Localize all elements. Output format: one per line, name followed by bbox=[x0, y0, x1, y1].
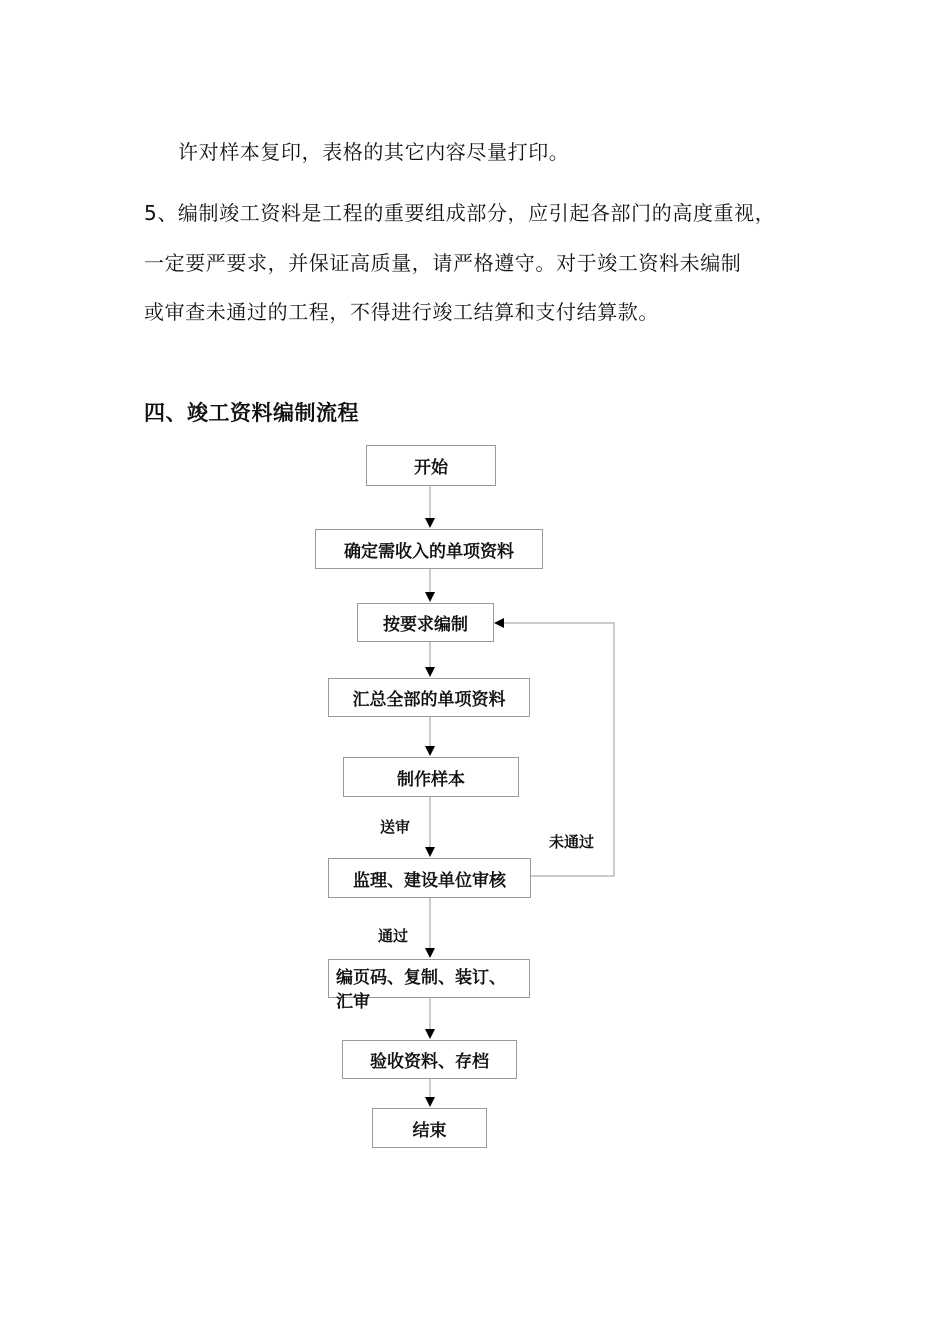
flow-step-make-sample-label: 制作样本 bbox=[397, 769, 465, 790]
flow-step-archive-label: 验收资料、存档 bbox=[370, 1052, 489, 1072]
flow-step-determine-items bbox=[315, 529, 543, 569]
flow-step-start-label: 开始 bbox=[414, 458, 448, 478]
flow-step-compile-label: 按要求编制 bbox=[383, 615, 468, 635]
flow-step-start bbox=[366, 445, 496, 486]
flow-step-collect-items-label: 汇总全部的单项资料 bbox=[352, 690, 506, 710]
label-submit-review: 送审 bbox=[380, 818, 411, 836]
flow-step-review bbox=[328, 858, 531, 898]
paragraph-line-2: 5、编制竣工资料是工程的重要组成部分，应引起各部门的高度重视， bbox=[144, 201, 776, 225]
flow-step-end bbox=[372, 1108, 487, 1148]
flow-step-compile bbox=[357, 603, 494, 642]
flow-step-end-label: 结束 bbox=[412, 1120, 447, 1141]
flow-step-review-label: 监理、建设单位审核 bbox=[353, 870, 506, 891]
label-passed: 通过 bbox=[378, 927, 409, 945]
section-heading: 四、竣工资料编制流程 bbox=[144, 401, 359, 425]
paragraph-line-4: 或审查未通过的工程，不得进行竣工结算和支付结算款。 bbox=[144, 300, 659, 324]
paragraph-line-1: 许对样本复印，表格的其它内容尽量打印。 bbox=[178, 140, 570, 164]
paragraph-line-3: 一定要严要求，并保证高质量，请严格遵守。对于竣工资料未编制 bbox=[144, 251, 742, 275]
flow-step-collect-items bbox=[328, 678, 530, 717]
flow-step-binding bbox=[328, 959, 530, 1012]
flow-step-binding-label: 编页码、复制、装订、汇审 bbox=[336, 968, 506, 1012]
flow-step-archive bbox=[342, 1040, 517, 1079]
flow-step-determine-items-label: 确定需收入的单项资料 bbox=[344, 541, 514, 562]
label-not-passed: 未通过 bbox=[549, 833, 595, 851]
flow-step-make-sample bbox=[343, 757, 519, 797]
